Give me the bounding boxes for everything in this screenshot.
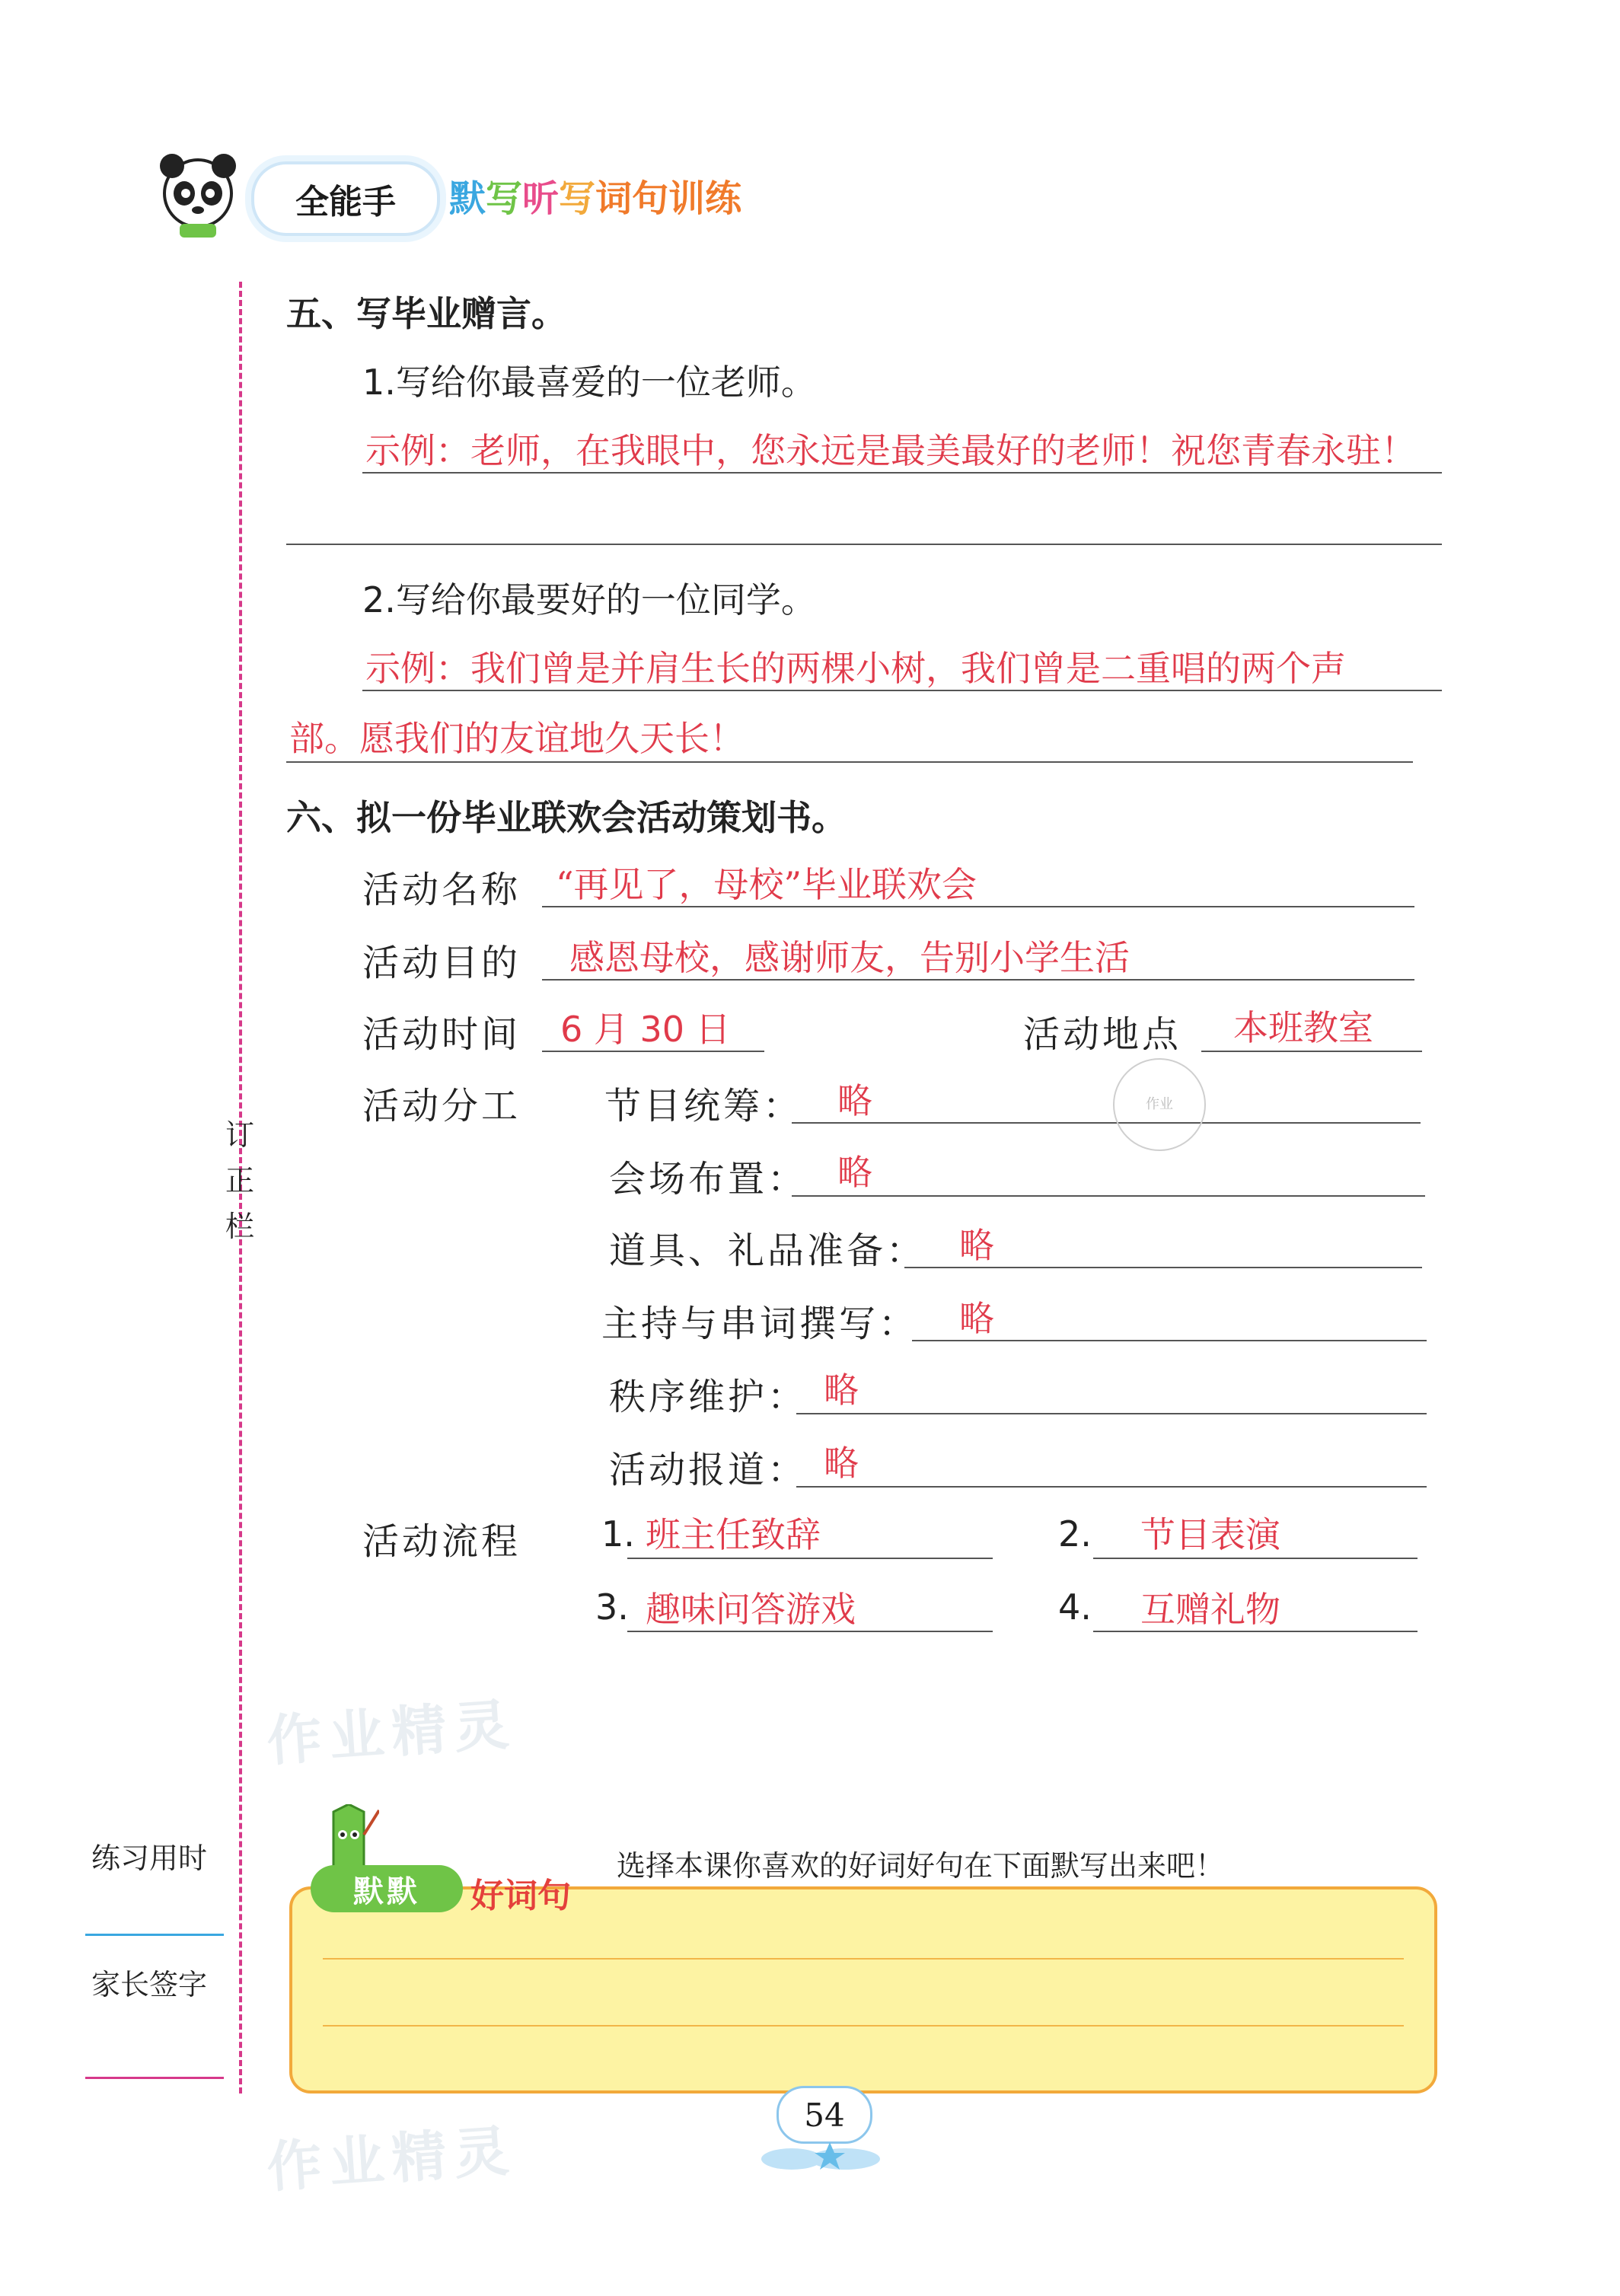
duty-line	[912, 1340, 1427, 1341]
page-number: 54	[777, 2086, 872, 2144]
parent-signature-label: 家长签字	[91, 1968, 208, 2001]
practice-time-label: 练习用时	[91, 1842, 208, 1875]
flow-line	[1093, 1631, 1418, 1632]
brand-part: 写	[559, 177, 596, 220]
duty-line	[904, 1267, 1422, 1268]
flow-number: 3.	[595, 1586, 629, 1628]
flow-number: 1.	[601, 1513, 635, 1555]
activity-time-value: 6 月 30 日	[560, 1009, 731, 1050]
flow-number: 4.	[1058, 1586, 1092, 1628]
flow-item: 互赠礼物	[1140, 1589, 1280, 1630]
duty-value: 略	[824, 1443, 859, 1484]
correction-char: 订	[225, 1118, 255, 1152]
activity-time-label: 活动时间	[362, 1013, 521, 1056]
duty-value: 略	[824, 1370, 859, 1411]
section5-answer2-line1: 示例：我们曾是并肩生长的两棵小树，我们曾是二重唱的两个声	[365, 648, 1346, 689]
stamp-text: 作业	[1146, 1096, 1173, 1113]
brand-part: 听	[522, 177, 560, 220]
duty-label: 节目统筹：	[604, 1085, 803, 1127]
flow-line	[627, 1558, 993, 1559]
flow-number: 2.	[1058, 1513, 1092, 1555]
activity-division-label: 活动分工	[362, 1085, 521, 1127]
parent-signature-line	[85, 2077, 224, 2079]
answer1-blank-line	[286, 544, 1442, 545]
brand-part: 写	[486, 177, 523, 220]
correction-char: 栏	[225, 1210, 255, 1243]
dictation-tag	[311, 1862, 600, 1917]
flow-item: 班主任致辞	[646, 1514, 821, 1555]
answer2-underline1	[362, 690, 1442, 691]
activity-name-value: “再见了，母校”毕业联欢会	[556, 864, 977, 905]
answer2-underline2	[286, 761, 1413, 763]
writing-line	[323, 2025, 1404, 2027]
activity-place-line	[1201, 1051, 1422, 1052]
duty-label: 活动报道：	[609, 1449, 808, 1491]
duty-value: 略	[959, 1225, 994, 1266]
duty-line	[792, 1195, 1425, 1197]
activity-name-label: 活动名称	[362, 869, 521, 911]
panda-mascot	[152, 149, 244, 241]
section5-q1: 1.写给你最喜爱的一位老师。	[362, 362, 816, 403]
flow-line	[627, 1631, 993, 1632]
duty-line	[792, 1122, 1421, 1124]
activity-place-value: 本班教室	[1233, 1007, 1373, 1048]
section5-answer1: 示例：老师，在我眼中，您永远是最美最好的老师！祝您青春永驻！	[365, 430, 1416, 471]
dictation-writing-box[interactable]	[289, 1886, 1437, 2094]
activity-goal-label: 活动目的	[362, 942, 521, 984]
flow-item: 趣味问答游戏	[646, 1589, 856, 1630]
watermark: 作业精灵	[264, 2118, 518, 2200]
correction-char: 正	[225, 1164, 255, 1197]
section5-title: 五、写毕业赠言。	[286, 293, 566, 334]
tag-left: 默默	[311, 1865, 463, 1912]
duty-line	[796, 1486, 1427, 1488]
section6-title: 六、拟一份毕业联欢会活动策划书。	[286, 797, 847, 838]
duty-value: 略	[959, 1298, 994, 1339]
homework-stamp	[1113, 1058, 1206, 1151]
brand-title	[449, 169, 741, 222]
dictation-instruction: 选择本课你喜欢的好词好句在下面默写出来吧！	[617, 1849, 1225, 1883]
duty-label: 道具、礼品准备：	[609, 1229, 926, 1272]
brand-part: 词句训练	[595, 177, 742, 220]
duty-label: 秩序维护：	[609, 1376, 808, 1418]
brand-part: 默	[449, 177, 486, 220]
watermark: 作业精灵	[264, 1692, 518, 1774]
activity-name-line	[542, 906, 1414, 907]
writing-line	[323, 1958, 1404, 1960]
duty-line	[796, 1413, 1427, 1414]
flow-item: 节目表演	[1140, 1514, 1280, 1555]
cloud-decoration-icon	[754, 2138, 891, 2176]
tag-right: 好词句	[470, 1877, 571, 1915]
activity-goal-value: 感恩母校，感谢师友，告别小学生活	[569, 937, 1130, 978]
answer1-underline	[362, 472, 1442, 474]
duty-label: 会场布置：	[609, 1158, 808, 1201]
activity-place-label: 活动地点	[1023, 1013, 1182, 1056]
practice-time-line	[85, 1934, 224, 1936]
activity-flow-label: 活动流程	[362, 1520, 521, 1563]
duty-value: 略	[837, 1080, 872, 1121]
activity-time-line	[542, 1051, 764, 1052]
brand-badge: 全能手	[251, 161, 440, 236]
section5-q2: 2.写给你最要好的一位同学。	[362, 579, 816, 620]
duty-label: 主持与串词撰写：	[601, 1303, 919, 1345]
duty-value: 略	[837, 1152, 872, 1193]
section5-answer2-line2: 部。愿我们的友谊地久天长！	[289, 718, 745, 759]
activity-goal-line	[542, 979, 1414, 981]
flow-line	[1093, 1558, 1418, 1559]
